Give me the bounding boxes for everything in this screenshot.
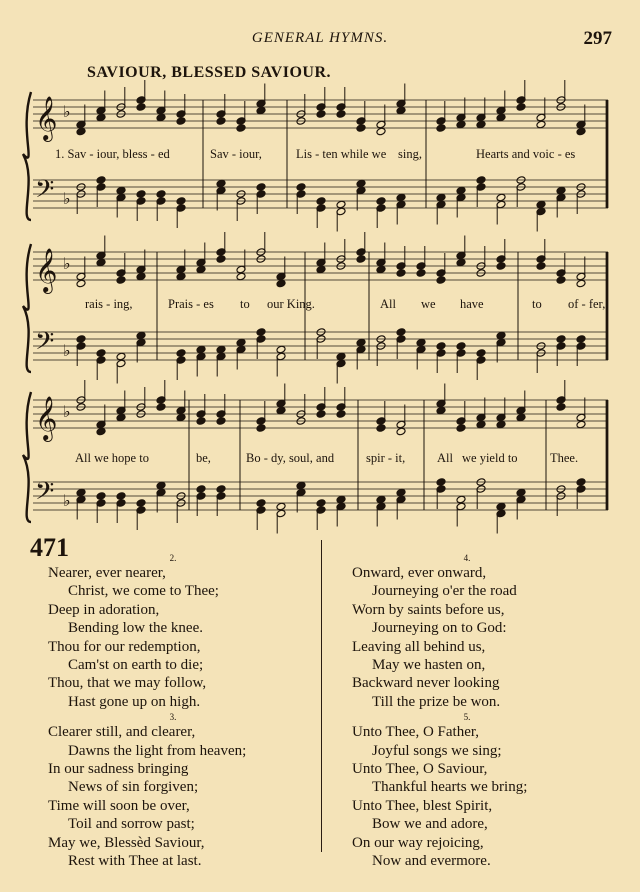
note-head bbox=[176, 349, 186, 358]
lyrics-system-1 bbox=[0, 147, 640, 165]
note-head bbox=[136, 499, 146, 508]
flat-icon: ♭ bbox=[63, 102, 71, 121]
note-head bbox=[376, 197, 386, 206]
note-head bbox=[516, 103, 526, 112]
note-head bbox=[476, 420, 486, 429]
note-head bbox=[396, 488, 406, 497]
hymn-number: 471 bbox=[30, 533, 69, 562]
note-head bbox=[256, 328, 266, 337]
note-head bbox=[436, 406, 446, 415]
note-head bbox=[536, 200, 546, 209]
note-head bbox=[476, 176, 486, 185]
note-head bbox=[256, 424, 266, 433]
note-head bbox=[496, 193, 506, 202]
note-head bbox=[556, 276, 566, 285]
note-head bbox=[276, 345, 286, 354]
note-head bbox=[376, 495, 386, 504]
note-head bbox=[276, 406, 286, 415]
lyric-syllable: All bbox=[437, 451, 453, 465]
note-head bbox=[416, 269, 426, 278]
note-head bbox=[196, 345, 206, 354]
note-head bbox=[556, 335, 566, 344]
lyric-syllable: to bbox=[240, 297, 250, 311]
note-head bbox=[96, 176, 106, 185]
note-head bbox=[316, 410, 326, 419]
note-head bbox=[456, 424, 466, 433]
note-head bbox=[316, 197, 326, 206]
bass-clef-icon: 𝄢 bbox=[35, 327, 55, 362]
verse-line: Thou, that we may follow, bbox=[48, 675, 207, 692]
note-head bbox=[256, 499, 266, 508]
note-head bbox=[236, 272, 246, 281]
note-head bbox=[576, 127, 586, 136]
verse-line: Thou for our redemption, bbox=[48, 638, 201, 655]
lyric-syllable: be, bbox=[196, 451, 211, 465]
flat-icon: ♭ bbox=[63, 341, 71, 360]
hymn-title: SAVIOUR, BLESSED SAVIOUR. bbox=[87, 64, 331, 81]
verse-line: Onward, ever onward, bbox=[352, 565, 487, 581]
verse-line: In our sadness bringing bbox=[48, 761, 189, 778]
note-head bbox=[136, 272, 146, 281]
note-head bbox=[556, 186, 566, 195]
verse-line: Worn by saints before us, bbox=[352, 601, 505, 618]
note-head bbox=[496, 262, 506, 271]
note-head bbox=[456, 258, 466, 267]
note-head bbox=[396, 106, 406, 115]
verse-line: Nearer, ever nearer, bbox=[48, 565, 166, 581]
verse-line: Toil and sorrow past; bbox=[68, 816, 195, 833]
note-head bbox=[516, 488, 526, 497]
running-title: GENERAL HYMNS. bbox=[251, 30, 389, 46]
treble-clef-icon: 𝄞 bbox=[35, 248, 58, 292]
note-head bbox=[396, 269, 406, 278]
lyrics-system-2 bbox=[0, 297, 640, 315]
verse-line: Clearer still, and clearer, bbox=[48, 724, 196, 741]
verse-number: 4. bbox=[463, 553, 471, 563]
note-head bbox=[336, 352, 346, 361]
lyric-syllable: have bbox=[460, 297, 484, 311]
lyric-syllable: Lis - ten while we bbox=[296, 147, 387, 161]
note-head bbox=[96, 349, 106, 358]
note-head bbox=[476, 120, 486, 129]
note-head bbox=[156, 190, 166, 199]
note-head bbox=[436, 276, 446, 285]
note-head bbox=[536, 120, 546, 129]
note-head bbox=[276, 502, 286, 511]
note-head bbox=[576, 478, 586, 487]
verse-line: Now and evermore. bbox=[372, 853, 491, 870]
note-head bbox=[216, 485, 226, 494]
note-head bbox=[96, 113, 106, 122]
note-head bbox=[456, 495, 466, 504]
note-head bbox=[436, 193, 446, 202]
note-head bbox=[76, 488, 86, 497]
note-head bbox=[196, 265, 206, 274]
note-head bbox=[336, 410, 346, 419]
verse-line: Thankful hearts we bring; bbox=[372, 779, 528, 796]
note-head bbox=[356, 338, 366, 347]
verse-line: Deep in adoration, bbox=[48, 601, 160, 618]
verse-line: Unto Thee, O Saviour, bbox=[352, 761, 488, 778]
note-head bbox=[536, 262, 546, 271]
verses-left-column bbox=[48, 552, 316, 871]
note-head bbox=[116, 352, 126, 361]
note-head bbox=[176, 117, 186, 126]
verse-line: Joyful songs we sing; bbox=[372, 742, 502, 759]
verse-line: Backward never looking bbox=[352, 675, 500, 692]
note-head bbox=[496, 331, 506, 340]
note-head bbox=[376, 424, 386, 433]
note-head bbox=[216, 345, 226, 354]
verse-line: Bending low the knee. bbox=[68, 620, 203, 637]
note-head bbox=[436, 478, 446, 487]
note-head bbox=[316, 265, 326, 274]
verse-line: Christ, we come to Thee; bbox=[68, 583, 219, 600]
note-head bbox=[136, 103, 146, 112]
lyric-syllable: rais - ing, bbox=[85, 297, 133, 311]
note-head bbox=[96, 427, 106, 436]
note-head bbox=[436, 342, 446, 351]
note-head bbox=[116, 492, 126, 501]
verses-right-column bbox=[352, 552, 612, 871]
note-head bbox=[456, 342, 466, 351]
note-head bbox=[156, 113, 166, 122]
note-head bbox=[376, 265, 386, 274]
flat-icon: ♭ bbox=[63, 254, 71, 273]
note-head bbox=[496, 420, 506, 429]
note-head bbox=[216, 417, 226, 426]
note-head bbox=[336, 495, 346, 504]
bass-clef-icon: 𝄢 bbox=[35, 477, 55, 512]
lyrics-system-3 bbox=[0, 451, 640, 469]
note-head bbox=[136, 190, 146, 199]
note-head bbox=[236, 338, 246, 347]
note-head bbox=[356, 255, 366, 264]
lyric-syllable: we bbox=[421, 297, 436, 311]
note-head bbox=[396, 427, 406, 436]
note-head bbox=[216, 255, 226, 264]
note-head bbox=[216, 179, 226, 188]
verse-line: Dawns the light from heaven; bbox=[68, 742, 247, 759]
note-head bbox=[376, 127, 386, 136]
flat-icon: ♭ bbox=[63, 402, 71, 421]
note-head bbox=[556, 403, 566, 412]
note-head bbox=[96, 492, 106, 501]
lyric-syllable: Hearts and voic - es bbox=[476, 147, 576, 161]
lyric-syllable: All we hope to bbox=[75, 451, 149, 465]
column-divider bbox=[321, 540, 322, 852]
page-number: 297 bbox=[583, 28, 612, 49]
note-head bbox=[316, 110, 326, 119]
note-head bbox=[336, 110, 346, 119]
note-head bbox=[76, 127, 86, 136]
lyric-syllable: Prais - es bbox=[168, 297, 214, 311]
treble-clef-icon: 𝄞 bbox=[35, 396, 58, 440]
verse-line: May we, Blessèd Saviour, bbox=[48, 834, 205, 851]
note-head bbox=[176, 413, 186, 422]
note-head bbox=[436, 124, 446, 133]
verse-line: Unto Thee, O Father, bbox=[352, 724, 480, 741]
note-head bbox=[356, 124, 366, 133]
lyric-syllable: Sav - iour, bbox=[210, 147, 262, 161]
verse-number: 3. bbox=[169, 712, 177, 723]
note-head bbox=[356, 179, 366, 188]
note-head bbox=[116, 186, 126, 195]
verse-line: Bow we and adore, bbox=[372, 816, 488, 833]
lyric-syllable: spir - it, bbox=[366, 451, 406, 465]
note-head bbox=[296, 481, 306, 490]
note-head bbox=[96, 258, 106, 267]
verse-line: Journeying o'er the road bbox=[372, 583, 517, 600]
verse-line: Cam'st on earth to die; bbox=[68, 657, 204, 674]
verse-line: On our way rejoicing, bbox=[352, 834, 484, 851]
lyric-syllable: Bo - dy, soul, and bbox=[246, 451, 335, 465]
note-head bbox=[256, 183, 266, 192]
note-head bbox=[456, 120, 466, 129]
note-head bbox=[476, 349, 486, 358]
verse-number: 2. bbox=[169, 553, 177, 563]
lyric-syllable: we yield to bbox=[462, 451, 518, 465]
lyric-syllable: our King. bbox=[267, 297, 315, 311]
note-head bbox=[576, 420, 586, 429]
note-head bbox=[496, 113, 506, 122]
note-head bbox=[156, 403, 166, 412]
note-head bbox=[396, 193, 406, 202]
verse-line: Time will soon be over, bbox=[48, 797, 190, 814]
note-head bbox=[176, 272, 186, 281]
note-head bbox=[276, 279, 286, 288]
lyric-syllable: Thee. bbox=[550, 451, 579, 465]
verse-line: Leaving all behind us, bbox=[352, 638, 486, 655]
note-head bbox=[76, 279, 86, 288]
note-head bbox=[316, 499, 326, 508]
note-head bbox=[576, 279, 586, 288]
note-head bbox=[76, 335, 86, 344]
note-head bbox=[196, 485, 206, 494]
lyric-syllable: All bbox=[380, 297, 396, 311]
verse-line: May we hasten on, bbox=[372, 657, 486, 674]
note-head bbox=[516, 413, 526, 422]
note-head bbox=[176, 197, 186, 206]
note-head bbox=[156, 481, 166, 490]
note-head bbox=[416, 338, 426, 347]
note-head bbox=[236, 124, 246, 133]
verse-line: Till the prize be won. bbox=[372, 693, 501, 710]
lyric-syllable: sing, bbox=[398, 147, 422, 161]
verse-line: Rest with Thee at last. bbox=[68, 853, 202, 870]
note-head bbox=[296, 183, 306, 192]
note-head bbox=[396, 328, 406, 337]
flat-icon: ♭ bbox=[63, 189, 71, 208]
note-head bbox=[336, 200, 346, 209]
note-head bbox=[136, 331, 146, 340]
note-head bbox=[256, 106, 266, 115]
verse-line: Unto Thee, blest Spirit, bbox=[352, 797, 493, 814]
note-head bbox=[196, 417, 206, 426]
verse-line: Journeying on to God: bbox=[372, 620, 507, 637]
note-head bbox=[116, 413, 126, 422]
note-head bbox=[216, 117, 226, 126]
treble-clef-icon: 𝄞 bbox=[35, 96, 58, 140]
note-head bbox=[576, 335, 586, 344]
verse-number: 5. bbox=[463, 712, 471, 723]
lyric-syllable: 1. Sav - iour, bless - ed bbox=[55, 147, 170, 161]
lyric-syllable: of - fer, bbox=[568, 297, 606, 311]
note-head bbox=[456, 186, 466, 195]
verse-line: News of sin forgiven; bbox=[68, 779, 199, 796]
verse-line: Hast gone up on high. bbox=[68, 693, 201, 710]
lyric-syllable: to bbox=[532, 297, 542, 311]
note-head bbox=[116, 276, 126, 285]
note-head bbox=[496, 502, 506, 511]
flat-icon: ♭ bbox=[63, 491, 71, 510]
bass-clef-icon: 𝄢 bbox=[35, 175, 55, 210]
